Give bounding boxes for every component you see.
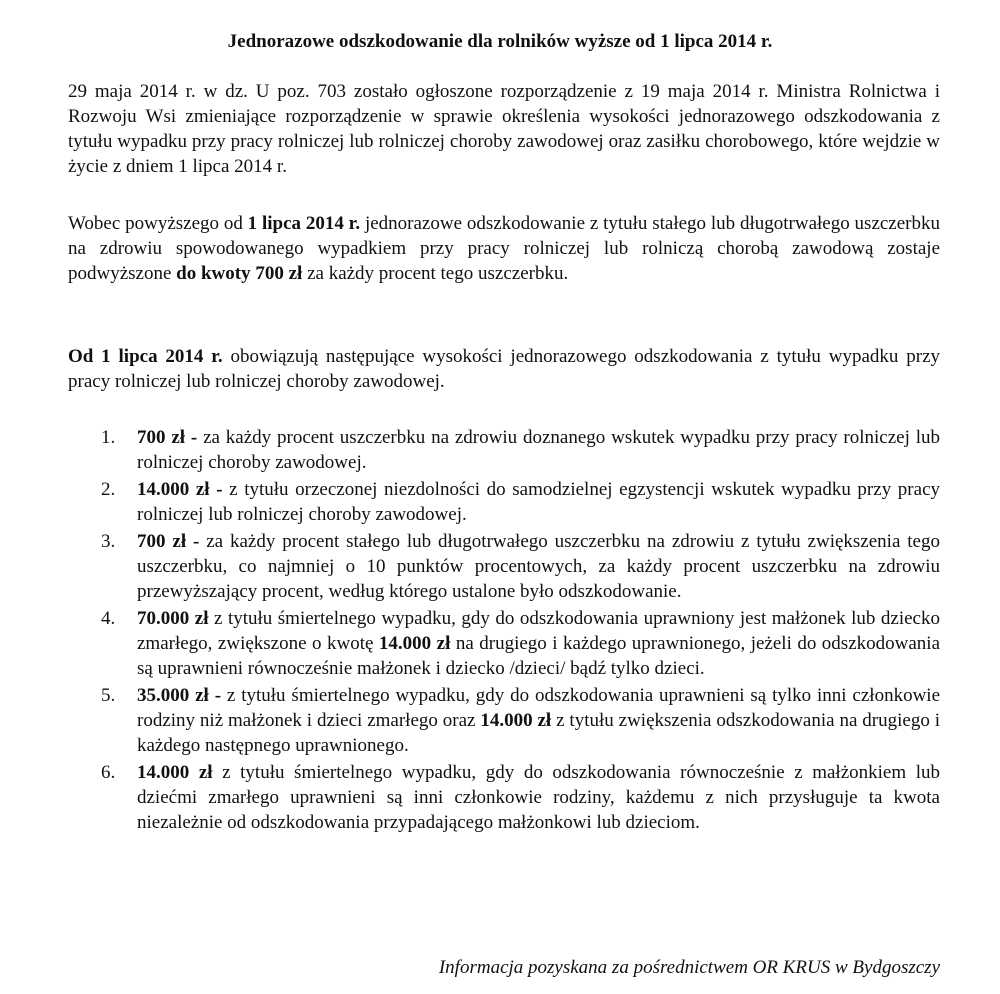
list-item-text: z tytułu śmiertelnego wypadku, gdy do odszkodowania uprawniony jest małżonek lub dziecko zmarłego, zwiększone o kwotę xyxy=(137,608,940,654)
list-item-text-2: z tytułu zwiększenia odszkodowania na drugiego i każdego następnego uprawnionego. xyxy=(137,710,940,756)
list-item-amount-2: 14.000 zł xyxy=(480,710,552,731)
paragraph-text: obowiązują następujące wysokości jednorazowego odszkodowania z tytułu wypadku przy pracy rolniczej lub rolniczej choroby zawodowej. xyxy=(68,346,941,392)
list-item-amount: 70.000 zł xyxy=(137,608,209,629)
list-item xyxy=(0,606,940,681)
list-item-number: 5. xyxy=(101,685,116,706)
source-footer: Informacja pozyskana za pośrednictwem OR KRUS w Bydgoszczy xyxy=(438,957,940,978)
bold-date: Od 1 lipca 2014 r. xyxy=(68,346,223,367)
list-item-number: 3. xyxy=(101,531,116,552)
compensation-list xyxy=(0,425,1000,837)
list-item-amount: 700 zł - xyxy=(137,531,200,552)
paragraph-text: Wobec powyższego od xyxy=(68,213,248,234)
list-item-text-2: na drugiego i każdego uprawnionego, jeżeli do odszkodowania są uprawnieni równocześnie małżonek i dziecko /dzieci/ bądź tylko dzieci. xyxy=(137,633,940,679)
list-item-number: 4. xyxy=(101,608,116,629)
list-item xyxy=(0,425,940,475)
intro-paragraph: 29 maja 2014 r. w dz. U poz. 703 zostało ogłoszone rozporządzenie z 19 maja 2014 r. Ministra Rolnictwa i Rozwoju Wsi zmieniające rozporządzenie w sprawie określenia wysokości jednorazowego odszkodowania z tytułu wypadku przy pracy rolniczej lub rolniczej choroby zawodowej oraz zasiłku chorobowego, które wejdzie w życie z dniem 1 lipca 2014 r. xyxy=(68,81,940,177)
list-item-number: 1. xyxy=(101,427,116,448)
list-item-amount: 35.000 zł - xyxy=(137,685,222,706)
list-item-amount: 14.000 zł xyxy=(137,762,213,783)
bold-date: 1 lipca 2014 r. xyxy=(247,213,361,234)
list-item-amount: 14.000 zł - xyxy=(137,479,223,500)
list-item xyxy=(0,760,940,835)
list-item-number: 6. xyxy=(101,762,116,783)
paragraph-text: za każdy procent tego uszczerbku. xyxy=(302,263,569,284)
document-title: Jednorazowe odszkodowanie dla rolników wyższe od 1 lipca 2014 r. xyxy=(227,31,773,52)
list-item-text: z tytułu orzeczonej niezdolności do samodzielnej egzystencji wskutek wypadku przy pracy rolniczej lub rolniczej choroby zawodowej. xyxy=(137,479,940,525)
list-item xyxy=(0,683,940,758)
list-item-number: 2. xyxy=(101,479,116,500)
bold-amount: do kwoty 700 zł xyxy=(176,263,303,284)
list-item-text: z tytułu śmiertelnego wypadku, gdy do odszkodowania uprawnieni są tylko inni członkowie rodziny niż małżonek i dzieci zmarłego oraz xyxy=(137,685,941,731)
paragraph-text: jednorazowe odszkodowanie z tytułu stałego lub długotrwałego uszczerbku na zdrowiu spowodowanego wypadkiem przy pracy rolniczej lub rolniczą chorobą zawodową zostaje podwyższone xyxy=(68,213,941,284)
rates-intro-paragraph xyxy=(68,344,940,394)
list-item-amount: 700 zł - xyxy=(137,427,198,448)
list-item xyxy=(0,529,940,604)
list-item-amount-2: 14.000 zł xyxy=(378,633,451,654)
list-item-text: za każdy procent stałego lub długotrwałego uszczerbku na zdrowiu z tytułu zwiększenia tego uszczerbku, co najmniej o 10 punktów procentowych, za każdy procent uszczerbku na zdrowiu przewyższający procent, według którego ustalone było odszkodowanie. xyxy=(137,531,940,602)
list-item xyxy=(0,477,940,527)
list-item-text: za każdy procent uszczerbku na zdrowiu doznanego wskutek wypadku przy pracy rolniczej lub rolniczej choroby zawodowej. xyxy=(137,427,941,473)
increase-paragraph xyxy=(68,211,940,286)
list-item-text: z tytułu śmiertelnego wypadku, gdy do odszkodowania równocześnie z małżonkiem lub dziećmi zmarłego uprawnieni są inni członkowie rodziny, każdemu z nich przysługuje ta kwota niezależnie od odszkodowania przypadającego małżonkowi lub dzieciom. xyxy=(137,762,940,833)
